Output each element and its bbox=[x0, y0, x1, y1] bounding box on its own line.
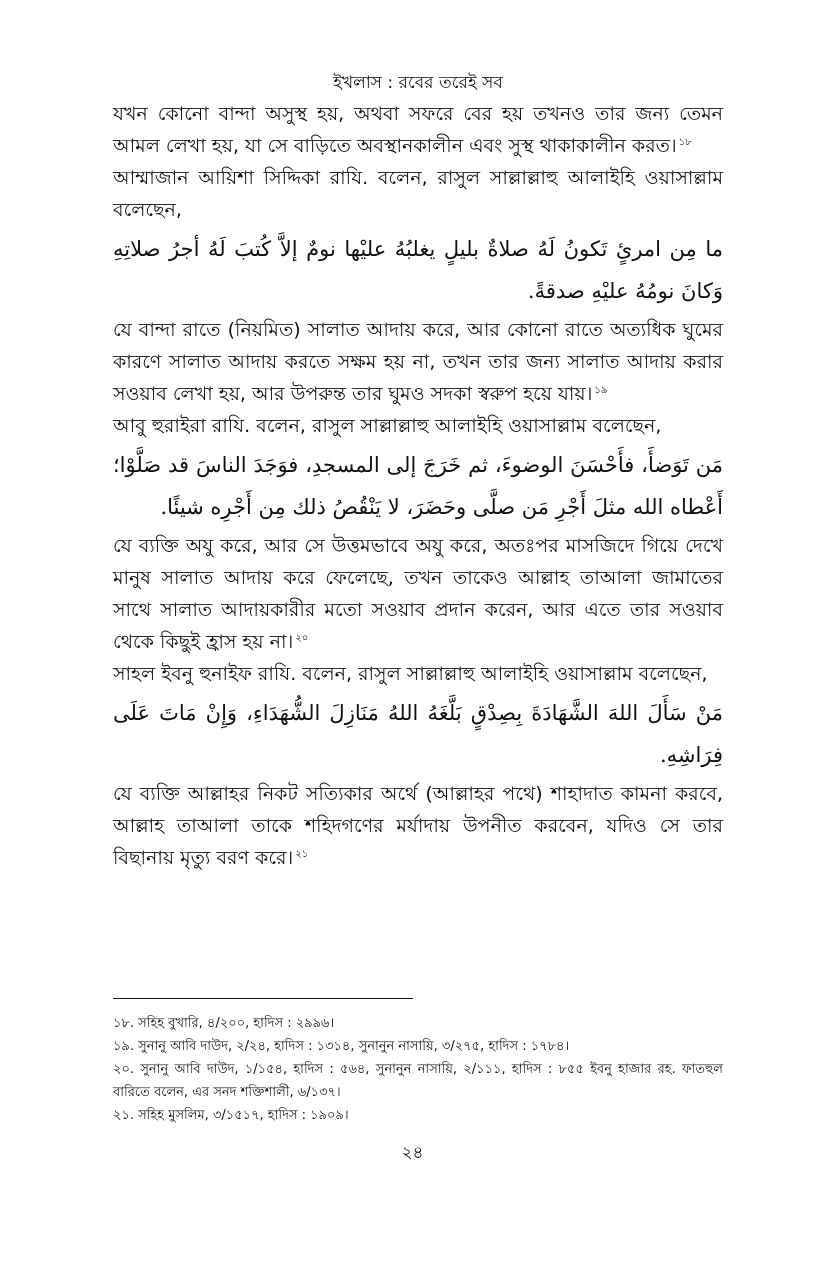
page-number: ২৪ bbox=[401, 1143, 424, 1163]
paragraph-abu-hurayra-intro bbox=[113, 410, 723, 442]
paragraph-text: যখন কোনো বান্দা অসুস্থ হয়, অথবা সফরে বের হয় তখনও তার জন্য তেমন আমল লেখা হয়, যা সে বাড়িতে অবস্থানকালীন এবং সুস্থ থাকাকালীন করত। bbox=[113, 103, 723, 157]
paragraph-martyrdom bbox=[113, 778, 723, 874]
footnote-ref[interactable]: ১৮ bbox=[678, 136, 692, 148]
paragraph-text: যে বান্দা রাতে (নিয়মিত) সালাত আদায় করে, আর কোনো রাতে অত্যধিক ঘুমের কারণে সালাত আদায় করতে সক্ষম হয় না, তখন তার জন্য সালাত আদায় করার সওয়াব লেখা হয়, আর উপরুন্ত তার ঘুমও সদকা স্বরুপ হয়ে যায়। bbox=[113, 319, 723, 405]
footnote-ref[interactable]: ২১ bbox=[295, 848, 309, 860]
footnote-ref[interactable]: ১৯ bbox=[594, 384, 608, 396]
arabic-hadith-1: ما مِن امرئٍ تَكونُ لَهُ صلاةٌ بليلٍ يغلبُهُ عليْها نومٌ إلاَّ كُتبَ لَهُ أجرُ صلاتِهِ وَكانَ نومُهُ عليْهِ صدقةً. bbox=[113, 237, 723, 303]
paragraph-wudu bbox=[113, 530, 723, 658]
paragraph-sahl-intro bbox=[113, 658, 723, 690]
paragraph-text: যে ব্যক্তি আল্লাহর নিকট সত্যিকার অর্থে (আল্লাহর পথে) শাহাদাত কামনা করবে, আল্লাহ তাআলা তাকে শহিদগণের মর্যাদায় উপনীত করবেন, যদিও সে তার বিছানায় মৃত্যু বরণ করে। bbox=[113, 783, 723, 869]
footnote-20: ২০. সুনানু আবি দাউদ, ১/১৫৪, হাদিস : ৫৬৪, সুনানুন নাসায়ি, ২/১১১, হাদিস : ৮৫৫ ইবনু হাজার রহ. ফাতহুল বারিতে বলেন, এর সনদ শক্তিশালী, ৬/১৩৭। bbox=[113, 1062, 723, 1100]
paragraph-text: আবু হুরাইরা রাযি. বলেন, রাসুল সাল্লাল্লাহু আলাইহি ওয়াসাল্লাম বলেছেন, bbox=[113, 415, 662, 437]
arabic-hadith-2: مَن تَوَضأَ، فأَحْسَنَ الوضوءَ، ثم خَرَجَ إلى المسجدِ، فوَجَدَ الناسَ قد صَلَّوْا؛ أَعْطاه الله مثلَ أَجْرِ مَن صلَّى وحَضَرَ، لا يَنْقُصُ ذلك مِن أَجْرِه شيئًا. bbox=[113, 453, 723, 519]
footnote-19: ১৯. সুনানু আবি দাউদ, ২/২৪, হাদিস : ১৩১৪, সুনানুন নাসায়ি, ৩/২৭৫, হাদিস : ১৭৮৪। bbox=[113, 1039, 570, 1054]
page-body bbox=[113, 70, 723, 874]
footnote-21: ২১. সহিহ মুসলিম, ৩/১৫১৭, হাদিস : ১৯০৯। bbox=[113, 1108, 349, 1123]
paragraph-text: সাহল ইবনু হুনাইফ রাযি. বলেন, রাসুল সাল্লাল্লাহু আলাইহি ওয়াসাল্লাম বলেছেন, bbox=[113, 663, 708, 685]
paragraph-text: যে ব্যক্তি অযু করে, আর সে উত্তমভাবে অযু করে, অতঃপর মাসজিদে গিয়ে দেখে মানুষ সালাত আদায় করে ফেলেছে, তখন তাকেও আল্লাহ তাআলা জামাতের সাথে সালাত আদায়কারীর মতো সওয়াব প্রদান করেন, আর এতে তার সওয়াব থেকে কিছুই হ্রাস হয় না। bbox=[113, 535, 723, 653]
footnotes bbox=[113, 1012, 723, 1127]
paragraph-night-prayer bbox=[113, 314, 723, 410]
footnote-18: ১৮. সহিহ বুখারি, ৪/২০০, হাদিস : ২৯৯৬। bbox=[113, 1016, 335, 1031]
arabic-hadith-3: مَنْ سَأَلَ اللهَ الشَّهَادَةَ بِصِدْقٍ بَلَّغَهُ اللهُ مَنَازِلَ الشُّهَدَاءِ، وَإِنْ مَاتَ عَلَى فِرَاشِهِ. bbox=[113, 701, 723, 767]
paragraph-text: আম্মাজান আয়িশা সিদ্দিকা রাযি. বলেন, রাসুল সাল্লাল্লাহু আলাইহি ওয়াসাল্লাম বলেছেন, bbox=[113, 167, 723, 221]
paragraph-sick-traveler bbox=[113, 98, 723, 162]
footnote-divider bbox=[113, 998, 413, 999]
paragraph-aisha-intro bbox=[113, 162, 723, 226]
footnote-ref[interactable]: ২০ bbox=[295, 632, 309, 644]
running-head: ইখলাস : রবের তরেই সব bbox=[333, 73, 503, 93]
